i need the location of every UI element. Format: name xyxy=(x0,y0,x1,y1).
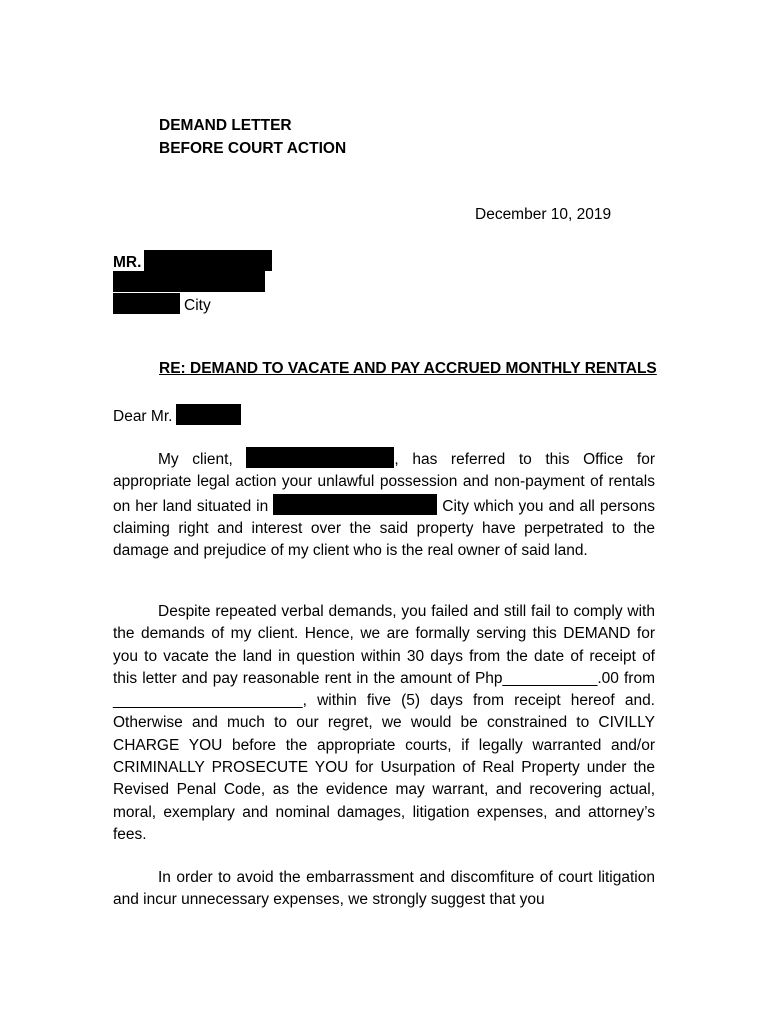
paragraph-3: In order to avoid the embarrassment and discomfiture of court litigation and incur unnecessary expenses, we strongly suggest that you xyxy=(113,869,655,909)
letter-date: December 10, 2019 xyxy=(475,206,612,223)
header-line-2: BEFORE COURT ACTION xyxy=(159,140,347,157)
paragraph-1 xyxy=(113,447,655,562)
addressee-line-3 xyxy=(113,293,211,317)
subject-line: RE: DEMAND TO VACATE AND PAY ACCRUED MONTHLY RENTALS xyxy=(159,360,657,377)
addressee-city-suffix: City xyxy=(184,297,211,314)
redacted-client-name xyxy=(246,447,394,468)
salutation-text: Dear Mr. xyxy=(113,408,173,425)
redacted-salutation-name xyxy=(176,404,241,425)
addressee-prefix: MR. xyxy=(113,254,142,271)
paragraph-1-part-2: , has referred to this Office for appropriate legal action your unlawful possession and non-payment of rentals on her land situated in xyxy=(113,451,656,515)
redacted-city xyxy=(113,293,180,314)
header-line-1: DEMAND LETTER xyxy=(159,117,292,134)
paragraph-1-part-1: My client, xyxy=(158,451,233,468)
paragraph-2: Despite repeated verbal demands, you failed and still fail to comply with the demands of my client. Hence, we are formally serving this DEMAND for you to vacate the land in question within 30 days from the date of receipt of this letter and pay reasonable rent in the amount of Php___________.00 from ______________________, within five (5) days from receipt hereof and. Otherwise and much to our regret, we would be constrained to CIVILLY CHARGE YOU before the appropriate courts, if legally warranted and/or CRIMINALLY PROSECUTE YOU for Usurpation of Real Property under the Revised Penal Code, as the evidence may warrant, and recovering actual, moral, exemplary and nominal damages, litigation expenses, and attorney’s fees. xyxy=(113,603,655,843)
paragraph-1-part-3: City which you and all persons claiming right and interest over the said property have perpetrated to the damage and prejudice of my client who is the real owner of said land. xyxy=(113,497,656,560)
redacted-land-location xyxy=(273,494,437,515)
addressee-line-2 xyxy=(113,271,265,295)
redacted-address xyxy=(113,271,265,292)
redacted-name xyxy=(144,250,272,271)
salutation xyxy=(113,404,241,428)
